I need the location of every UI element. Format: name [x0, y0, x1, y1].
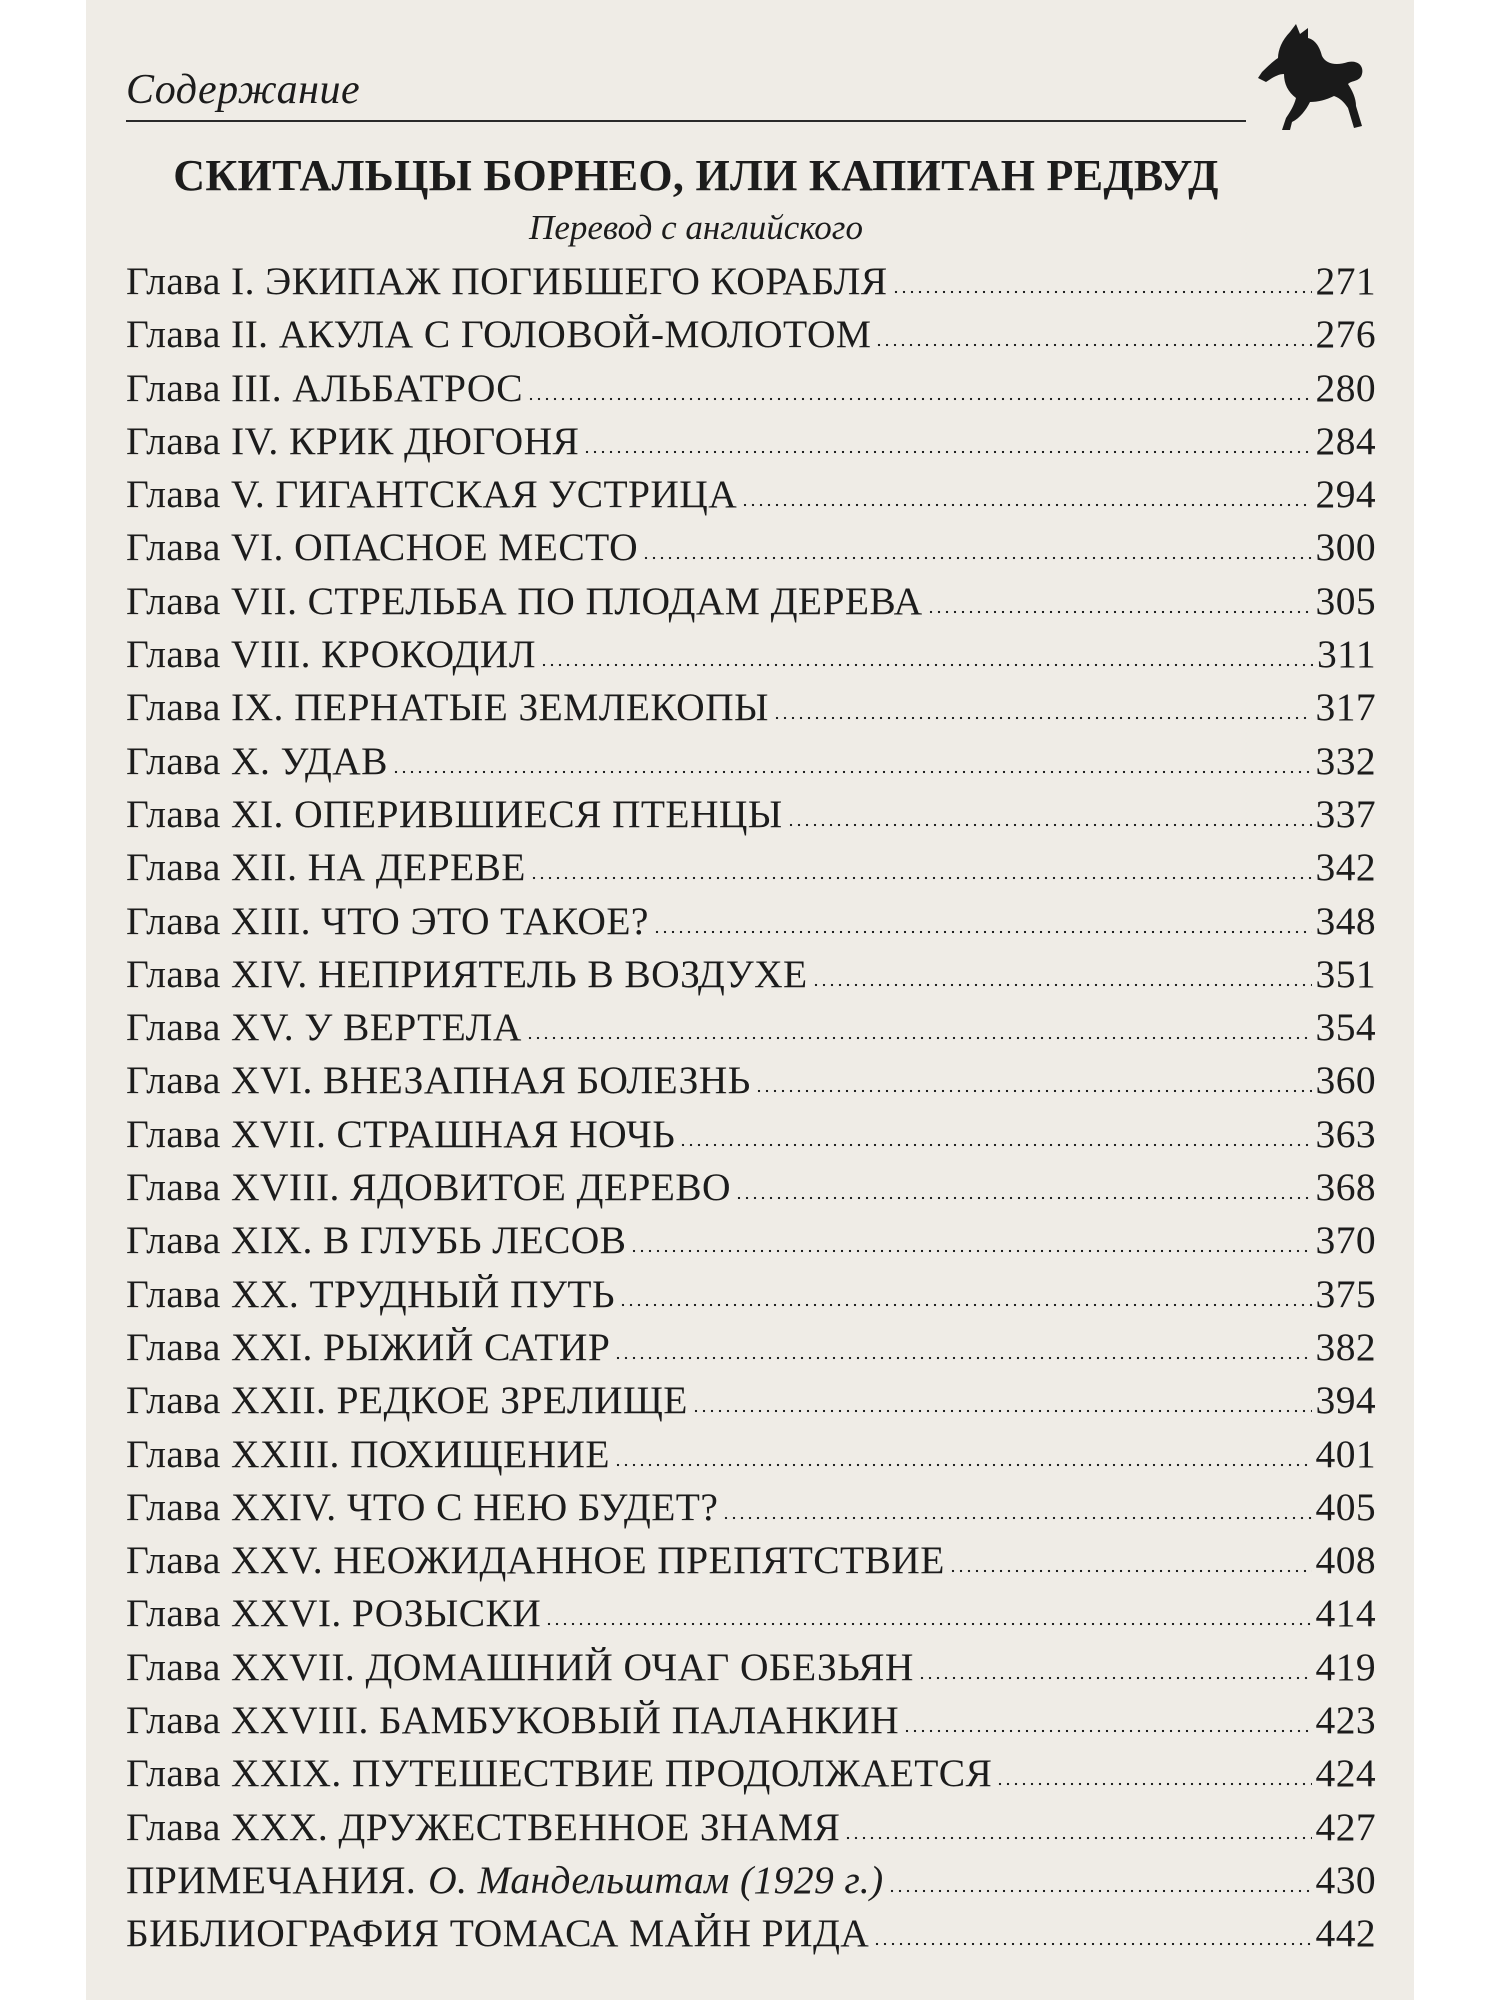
- toc-entry-label: Глава XXVII. ДОМАШНИЙ ОЧАГ ОБЕЗЬЯН: [126, 1644, 914, 1689]
- header-title: Содержание: [126, 67, 361, 113]
- toc-entry: [126, 631, 1376, 684]
- dot-leader: [773, 716, 1312, 720]
- toc-entry-page-number: 375: [1315, 1271, 1376, 1316]
- dot-leader: [927, 610, 1312, 614]
- toc-entry-page-number: 430: [1315, 1857, 1376, 1902]
- toc-entry: [126, 258, 1376, 311]
- toc-entry-page-number: 442: [1315, 1911, 1376, 1956]
- toc-entry: [126, 418, 1376, 471]
- horse-icon: [1256, 22, 1366, 134]
- toc-entry: [126, 311, 1376, 364]
- toc-entry: [126, 1324, 1376, 1377]
- toc-entry-page-number: 405: [1315, 1484, 1376, 1529]
- table-of-contents: [126, 258, 1376, 1964]
- toc-entry-label: Глава XXX. ДРУЖЕСТВЕННОЕ ЗНАМЯ: [126, 1804, 841, 1849]
- toc-entry-label: Глава XXVI. РОЗЫСКИ: [126, 1591, 542, 1636]
- toc-entry-label: Глава XXIX. ПУТЕШЕСТВИЕ ПРОДОЛЖАЕТСЯ: [126, 1751, 993, 1796]
- toc-entry: [126, 684, 1376, 737]
- toc-entry: [126, 898, 1376, 951]
- toc-entry-label: Глава I. ЭКИПАЖ ПОГИБШЕГО КОРАБЛЯ: [126, 259, 888, 303]
- toc-entry: [126, 1164, 1376, 1217]
- toc-entry: [126, 1697, 1376, 1750]
- toc-entry-label: Глава XVIII. ЯДОВИТОЕ ДЕРЕВО: [126, 1165, 731, 1210]
- dot-leader: [526, 1036, 1312, 1040]
- toc-entry-page-number: 368: [1315, 1165, 1376, 1210]
- toc-entry-page-number: 419: [1315, 1644, 1376, 1689]
- toc-entry: [126, 524, 1376, 577]
- toc-entry-page-number: 363: [1315, 1111, 1376, 1156]
- toc-entry-label: Глава XXVIII. БАМБУКОВЫЙ ПАЛАНКИН: [126, 1698, 900, 1743]
- toc-entry: [126, 1057, 1376, 1110]
- dot-leader: [918, 1676, 1312, 1680]
- toc-entry: [126, 1111, 1376, 1164]
- dot-leader: [875, 343, 1311, 347]
- dot-leader: [735, 1196, 1312, 1200]
- dot-leader: [583, 450, 1311, 454]
- dot-leader: [692, 1409, 1312, 1413]
- toc-entry: [126, 1644, 1376, 1697]
- toc-entry-page-number: 401: [1315, 1431, 1376, 1476]
- dot-leader: [527, 397, 1312, 401]
- toc-entry-label: Глава VI. ОПАСНОЕ МЕСТО: [126, 525, 639, 570]
- toc-entry-label: Глава X. УДАВ: [126, 738, 388, 783]
- dot-leader: [545, 1622, 1311, 1626]
- toc-entry-page-number: 276: [1315, 312, 1376, 357]
- toc-entry-page-number: 382: [1315, 1324, 1376, 1369]
- toc-entry: [126, 738, 1376, 791]
- dot-leader: [812, 983, 1312, 987]
- toc-entry-label: Глава XXV. НЕОЖИДАННОЕ ПРЕПЯТСТВИЕ: [126, 1538, 945, 1583]
- toc-entry-page-number: 317: [1315, 685, 1376, 730]
- book-title: СКИТАЛЬЦЫ БОРНЕО, ИЛИ КАПИТАН РЕДВУД: [173, 151, 1219, 200]
- toc-entry-label: Глава IX. ПЕРНАТЫЕ ЗЕМЛЕКОПЫ: [126, 685, 769, 730]
- dot-leader: [996, 1782, 1311, 1786]
- toc-entry-label: Глава XIX. В ГЛУБЬ ЛЕСОВ: [126, 1218, 627, 1263]
- dot-leader: [630, 1249, 1311, 1253]
- toc-entry-label: Глава XXII. РЕДКОЕ ЗРЕЛИЩЕ: [126, 1378, 688, 1423]
- toc-entry-page-number: 305: [1315, 578, 1376, 623]
- toc-entry-page-number: 348: [1315, 898, 1376, 943]
- toc-entry: [126, 791, 1376, 844]
- toc-entry-page-number: 271: [1315, 259, 1376, 303]
- toc-entry-page-number: 351: [1315, 951, 1376, 996]
- toc-entry-label: Глава XXIV. ЧТО С НЕЮ БУДЕТ?: [126, 1484, 719, 1529]
- toc-entry-page-number: 294: [1315, 472, 1376, 517]
- book-subtitle: Перевод с английского: [529, 208, 863, 247]
- page-header: [126, 56, 1246, 122]
- toc-entry: [126, 844, 1376, 897]
- toc-entry: [126, 1804, 1376, 1857]
- toc-entry-page-number: 311: [1317, 632, 1376, 677]
- dot-leader: [614, 1356, 1311, 1360]
- dot-leader: [873, 1942, 1311, 1946]
- toc-entry-label: Глава VIII. КРОКОДИЛ: [126, 632, 536, 677]
- toc-entry-page-number: 342: [1315, 845, 1376, 890]
- toc-entry: [126, 1271, 1376, 1324]
- toc-entry-label: Глава VII. СТРЕЛЬБА ПО ПЛОДАМ ДЕРЕВА: [126, 578, 923, 623]
- toc-entry-page-number: 280: [1315, 365, 1376, 410]
- dot-leader: [614, 1463, 1312, 1467]
- toc-entry-label: Глава XI. ОПЕРИВШИЕСЯ ПТЕНЦЫ: [126, 791, 783, 836]
- toc-entry: [126, 951, 1376, 1004]
- dot-leader: [787, 823, 1312, 827]
- toc-entry-page-number: 423: [1315, 1698, 1376, 1743]
- toc-entry-label: Глава XII. НА ДЕРЕВЕ: [126, 845, 526, 890]
- toc-entry-page-number: 360: [1315, 1058, 1376, 1103]
- dot-leader: [540, 663, 1313, 667]
- dot-leader: [741, 503, 1311, 507]
- toc-entry-label: ПРИМЕЧАНИЯ.: [126, 1857, 417, 1902]
- toc-entry: [126, 1590, 1376, 1643]
- toc-entry-label: Глава XV. У ВЕРТЕЛА: [126, 1005, 522, 1050]
- toc-entry-page-number: 337: [1315, 791, 1376, 836]
- toc-entry: [126, 578, 1376, 631]
- toc-entry: [126, 1004, 1376, 1057]
- toc-entry-page-number: 424: [1315, 1751, 1376, 1796]
- dot-leader: [903, 1729, 1311, 1733]
- toc-entry-page-number: 408: [1315, 1538, 1376, 1583]
- toc-entry-label: Глава II. АКУЛА С ГОЛОВОЙ-МОЛОТОМ: [126, 312, 872, 357]
- toc-entry-label: Глава V. ГИГАНТСКАЯ УСТРИЦА: [126, 472, 738, 517]
- toc-entry-note: О. Мандельштам (1929 г.): [428, 1857, 884, 1902]
- toc-entry-label: Глава XXIII. ПОХИЩЕНИЕ: [126, 1431, 610, 1476]
- toc-entry-label: Глава IV. КРИК ДЮГОНЯ: [126, 418, 580, 463]
- toc-entry-label: Глава XVI. ВНЕЗАПНАЯ БОЛЕЗНЬ: [126, 1058, 751, 1103]
- toc-entry-label: Глава XX. ТРУДНЫЙ ПУТЬ: [126, 1271, 615, 1316]
- toc-entry-page-number: 332: [1315, 738, 1376, 783]
- toc-entry: [126, 1377, 1376, 1430]
- dot-leader: [653, 930, 1312, 934]
- toc-entry-label: Глава XXI. РЫЖИЙ САТИР: [126, 1324, 611, 1369]
- toc-entry-label: БИБЛИОГРАФИЯ ТОМАСА МАЙН РИДА: [126, 1911, 870, 1956]
- toc-entry: [126, 1431, 1376, 1484]
- dot-leader: [892, 290, 1312, 294]
- toc-entry-page-number: 427: [1315, 1804, 1376, 1849]
- dot-leader: [392, 770, 1312, 774]
- dot-leader: [722, 1516, 1311, 1520]
- toc-entry: [126, 1857, 1376, 1910]
- toc-entry: [126, 1910, 1376, 1963]
- dot-leader: [530, 876, 1312, 880]
- dot-leader: [844, 1836, 1311, 1840]
- toc-entry-label: Глава III. АЛЬБАТРОС: [126, 365, 524, 410]
- toc-entry-page-number: 414: [1315, 1591, 1376, 1636]
- dot-leader: [679, 1143, 1311, 1147]
- toc-entry-page-number: 284: [1315, 418, 1376, 463]
- dot-leader: [642, 556, 1312, 560]
- toc-entry-page-number: 354: [1315, 1005, 1376, 1050]
- toc-entry-page-number: 394: [1315, 1378, 1376, 1423]
- dot-leader: [888, 1889, 1312, 1893]
- toc-entry: [126, 1217, 1376, 1270]
- toc-entry: [126, 365, 1376, 418]
- dot-leader: [949, 1569, 1312, 1573]
- dot-leader: [755, 1089, 1312, 1093]
- dot-leader: [619, 1303, 1312, 1307]
- toc-entry-label: Глава XIV. НЕПРИЯТЕЛЬ В ВОЗДУХЕ: [126, 951, 808, 996]
- toc-entry: [126, 1484, 1376, 1537]
- toc-entry-page-number: 300: [1315, 525, 1376, 570]
- toc-entry: [126, 1537, 1376, 1590]
- toc-entry-page-number: 370: [1315, 1218, 1376, 1263]
- toc-entry: [126, 471, 1376, 524]
- toc-entry-label: Глава XVII. СТРАШНАЯ НОЧЬ: [126, 1111, 676, 1156]
- toc-entry: [126, 1750, 1376, 1803]
- toc-entry-label: Глава XIII. ЧТО ЭТО ТАКОЕ?: [126, 898, 649, 943]
